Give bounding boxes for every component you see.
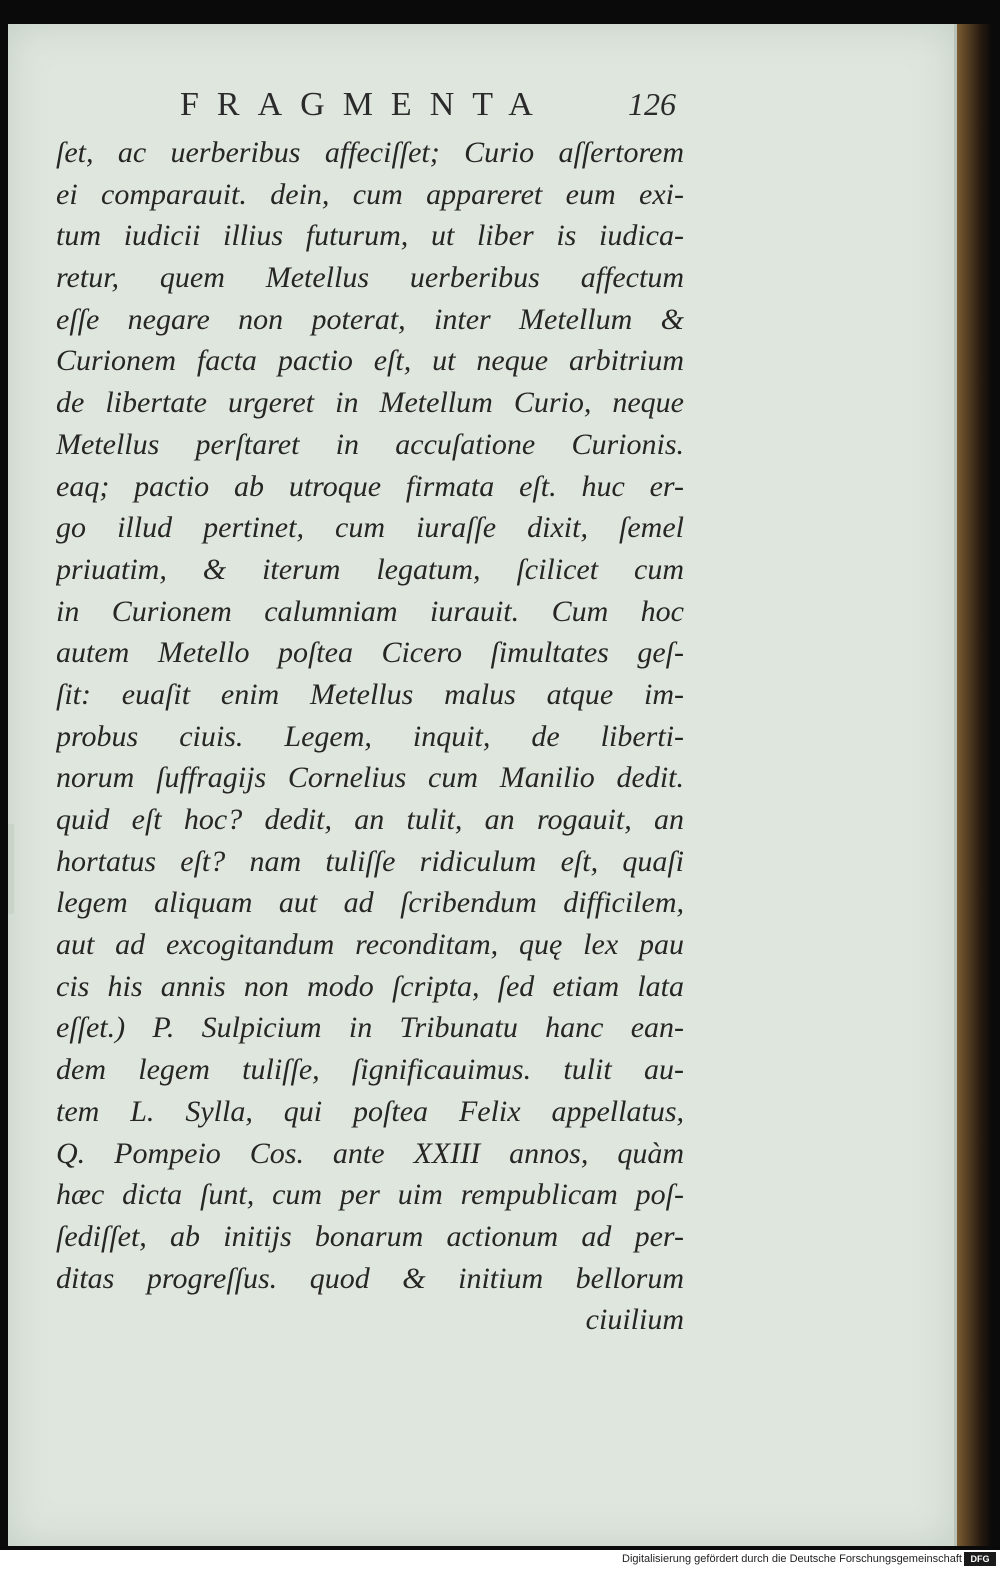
text-line: hortatus eſt? nam tuliſſe ridiculum eſt, quaſi — [56, 844, 684, 878]
text-line: go illud pertinet, cum iuraſſe dixit, ſemel — [56, 511, 684, 545]
text-line: Q. Pompeio Cos. ante XXIII annos, quàm — [56, 1136, 684, 1170]
text-line: ſit: euaſit enim Metellus malus atque im- — [56, 677, 684, 711]
catchword: ciuilium — [585, 1303, 684, 1337]
text-line: in Curionem calumniam iurauit. Cum hoc — [56, 594, 684, 628]
text-line: hæc dicta ſunt, cum per uim rempublicam poſ- — [56, 1178, 684, 1212]
text-line: ei comparauit. dein, cum appareret eum exi- — [56, 177, 684, 211]
text-line: de libertate urgeret in Metellum Curio, neque — [56, 386, 684, 420]
dfg-logo: DFG — [964, 1552, 996, 1566]
text-line: priuatim, & iterum legatum, ſcilicet cum — [56, 552, 684, 586]
text-line: dem legem tuliſſe, ſignificauimus. tulit au- — [56, 1053, 684, 1087]
text-line: ditas progreſſus. quod & initium bellorum — [56, 1261, 684, 1295]
text-line: ſet, ac uerberibus affeciſſet; Curio aſſertorem — [56, 136, 684, 169]
text-line: eſſet.) P. Sulpicium in Tribunatu hanc ean- — [56, 1011, 684, 1045]
page-fore-edge — [952, 24, 992, 1546]
text-line: eſſe negare non poterat, inter Metellum & — [56, 302, 684, 336]
text-line: probus ciuis. Legem, inquit, de liberti- — [56, 719, 684, 753]
text-line: quid eſt hoc? dedit, an tulit, an rogauit, an — [56, 803, 684, 836]
text-line: legem aliquam aut ad ſcribendum difficilem, — [56, 886, 684, 920]
text-line: tum iudicii illius futurum, ut liber is iudica- — [56, 219, 684, 253]
folio-number: 126 — [628, 86, 676, 122]
text-line: eaq; pactio ab utroque firmata eſt. huc er- — [56, 469, 684, 503]
text-line: Curionem facta pactio eſt, ut neque arbitrium — [56, 344, 684, 378]
funding-credit: Digitalisierung gefördert durch die Deutsche Forschungsgemeinschaft — [622, 1553, 962, 1565]
paper-mark — [8, 824, 14, 914]
text-line: tem L. Sylla, qui poſtea Felix appellatus, — [56, 1094, 684, 1128]
text-line: aut ad excogitandum reconditam, quę lex pau — [56, 928, 684, 962]
text-line: ſediſſet, ab initijs bonarum actionum ad per- — [56, 1219, 684, 1253]
text-line: Metellus perſtaret in accuſatione Curionis. — [56, 427, 684, 461]
text-block — [56, 132, 684, 1341]
text-line: retur, quem Metellus uerberibus affectum — [56, 261, 684, 295]
text-line: norum ſuffragijs Cornelius cum Manilio dedit. — [56, 761, 684, 795]
text-line: cis his annis non modo ſcripta, ſed etiam lata — [56, 969, 684, 1003]
text-line: autem Metello poſtea Cicero ſimultates geſ- — [56, 636, 684, 670]
running-head: FRAGMENTA — [180, 86, 551, 123]
